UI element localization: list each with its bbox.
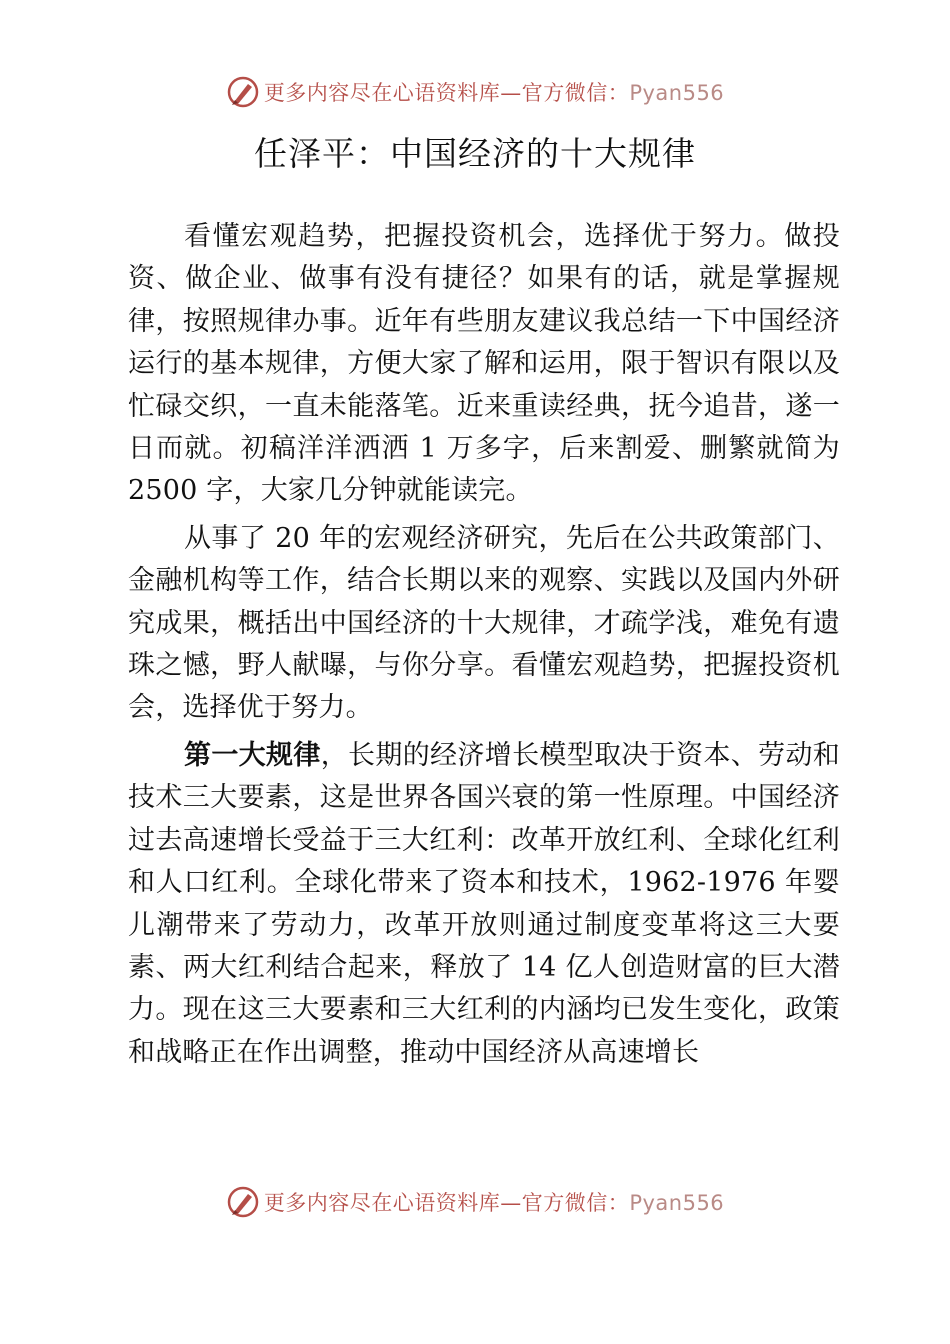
document-title: 任泽平：中国经济的十大规律 xyxy=(254,134,696,173)
paragraph-1 xyxy=(128,216,840,513)
paragraph-text: 看懂宏观趋势，把握投资机会，选择优于努力。做投资、做企业、做事有没有捷径？如果有的话，就是掌握规律，按照规律办事。近年有些朋友建议我总结一下中国经济运行的基本规律，方便大家了解和运用，限于智识有限以及忙碌交织，一直未能落笔。近来重读经典，抚今追昔，遂一日而就。初稿洋洋洒洒 1 万多字，后来割爱、删繁就简为 2500 字，大家几分钟就能读完。 xyxy=(128,221,840,507)
paragraph-text: ，长期的经济增长模型取决于资本、劳动和技术三大要素，这是世界各国兴衰的第一性原理。中国经济过去高速增长受益于三大红利：改革开放红利、全球化红利和人口红利。全球化带来了资本和技术，1962-1976 年婴儿潮带来了劳动力，改革开放则通过制度变革将这三大要素、两大红利结合起来，释放了 14 亿人创造财富的巨大潜力。现在这三大要素和三大红利的内涵均已发生变化，政策和战略正在作出调整，推动中国经济从高速增长 xyxy=(128,739,840,1068)
watermark-text: 更多内容尽在心语资料库—官方微信： xyxy=(263,81,630,105)
header-watermark xyxy=(0,72,950,112)
watermark-contact: Pyan556 xyxy=(629,81,725,105)
watermark-text: 更多内容尽在心语资料库—官方微信： xyxy=(263,1191,630,1215)
footer-watermark xyxy=(0,1182,950,1222)
paragraph-lead: 第一大规律 xyxy=(184,739,321,771)
pen-logo-icon xyxy=(226,75,260,109)
watermark-contact: Pyan556 xyxy=(629,1191,725,1215)
document-body xyxy=(128,216,840,1074)
paragraph-3 xyxy=(128,735,840,1074)
pen-logo-icon xyxy=(226,1185,260,1219)
paragraph-2 xyxy=(128,518,840,730)
paragraph-text: 从事了 20 年的宏观经济研究，先后在公共政策部门、金融机构等工作，结合长期以来的观察、实践以及国内外研究成果，概括出中国经济的十大规律，才疏学浅，难免有遗珠之憾，野人献曝，与你分享。看懂宏观趋势，把握投资机会，选择优于努力。 xyxy=(128,522,840,724)
